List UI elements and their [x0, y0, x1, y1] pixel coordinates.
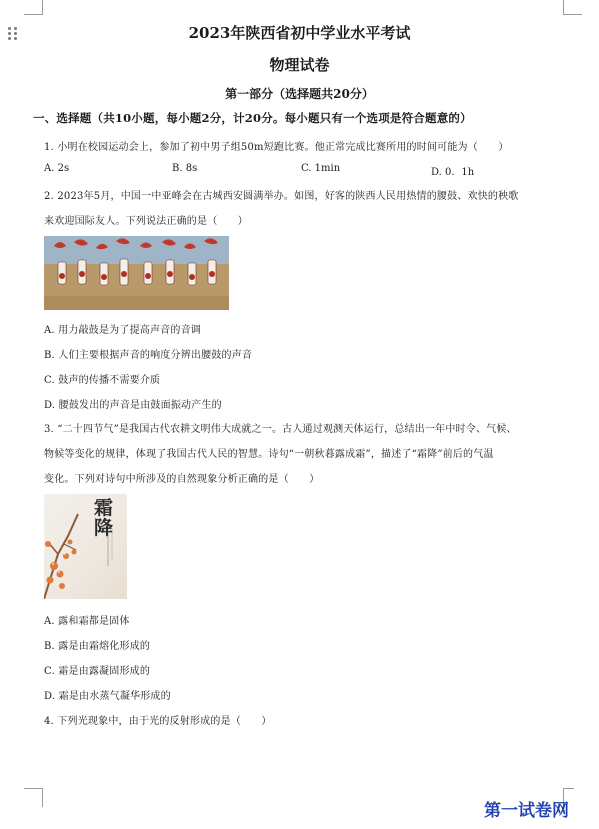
question-4-stem: 4. 下列光现象中，由于光的反射形成的是（ ） [44, 716, 272, 727]
frost-descent-poster [44, 494, 127, 599]
question-3-stem-line-1: 3. “二十四节气”是我国古代农耕文明伟大成就之一。古人通过观测天体运行，总结出一年中时令、气候、 [44, 424, 517, 435]
q3-option-a: A. 露和霜都是固体 [44, 616, 130, 627]
q2-option-c: C. 鼓声的传播不需要介质 [44, 375, 161, 386]
q1-option-a: A. 2s [44, 163, 70, 174]
q2-option-b: B. 人们主要根据声音的响度分辨出腰鼓的声音 [44, 350, 253, 361]
q1-option-d: D. 0．1h [431, 167, 475, 178]
q3-option-b: B. 露是由霜熔化形成的 [44, 641, 151, 652]
question-1-stem: 1. 小明在校园运动会上，参加了初中男子组50m短跑比赛。他正常完成比赛所用的时间可能为（ ） [44, 142, 509, 153]
q1-option-b: B. 8s [172, 163, 198, 174]
exam-title: 2023年陕西省初中学业水平考试 [188, 24, 411, 42]
crop-mark-top-right [563, 0, 582, 15]
section-heading: 一、选择题（共10小题，每小题2分，计20分。每小题只有一个选项是符合题意的） [33, 111, 472, 125]
watermark-logo: 第一试卷网 [484, 801, 569, 821]
question-3-stem-line-3: 变化。下列对诗句中所涉及的自然现象分析正确的是（ ） [44, 474, 320, 485]
q3-option-c: C. 霜是由露凝固形成的 [44, 666, 151, 677]
question-2-stem-line-1: 2. 2023年5月，中国一中亚峰会在古城西安圆满举办。如图，好客的陕西人民用热情的腰鼓、欢快的秧歌 [44, 191, 519, 202]
question-3-stem-line-2: 物候等变化的规律，体现了我国古代人民的智慧。诗句“一朝秋暮露成霜”，描述了“霜降”前后的气温 [44, 449, 494, 460]
crop-mark-top-left [24, 0, 43, 15]
crop-mark-bottom-left [24, 788, 43, 807]
q1-option-c: C. 1min [301, 163, 341, 174]
q2-option-a: A. 用力敲鼓是为了提高声音的音调 [44, 325, 201, 336]
part-heading: 第一部分（选择题共20分） [225, 87, 374, 101]
question-2-stem-line-2: 来欢迎国际友人。下列说法正确的是（ ） [44, 216, 248, 227]
q2-option-d: D. 腰鼓发出的声音是由鼓面振动产生的 [44, 400, 222, 411]
exam-subtitle: 物理试卷 [269, 56, 330, 74]
waist-drum-dance-photo [44, 236, 229, 310]
frost-descent-calligraphy: 霜降 [94, 497, 114, 539]
q3-option-d: D. 霜是由水蒸气凝华形成的 [44, 691, 171, 702]
